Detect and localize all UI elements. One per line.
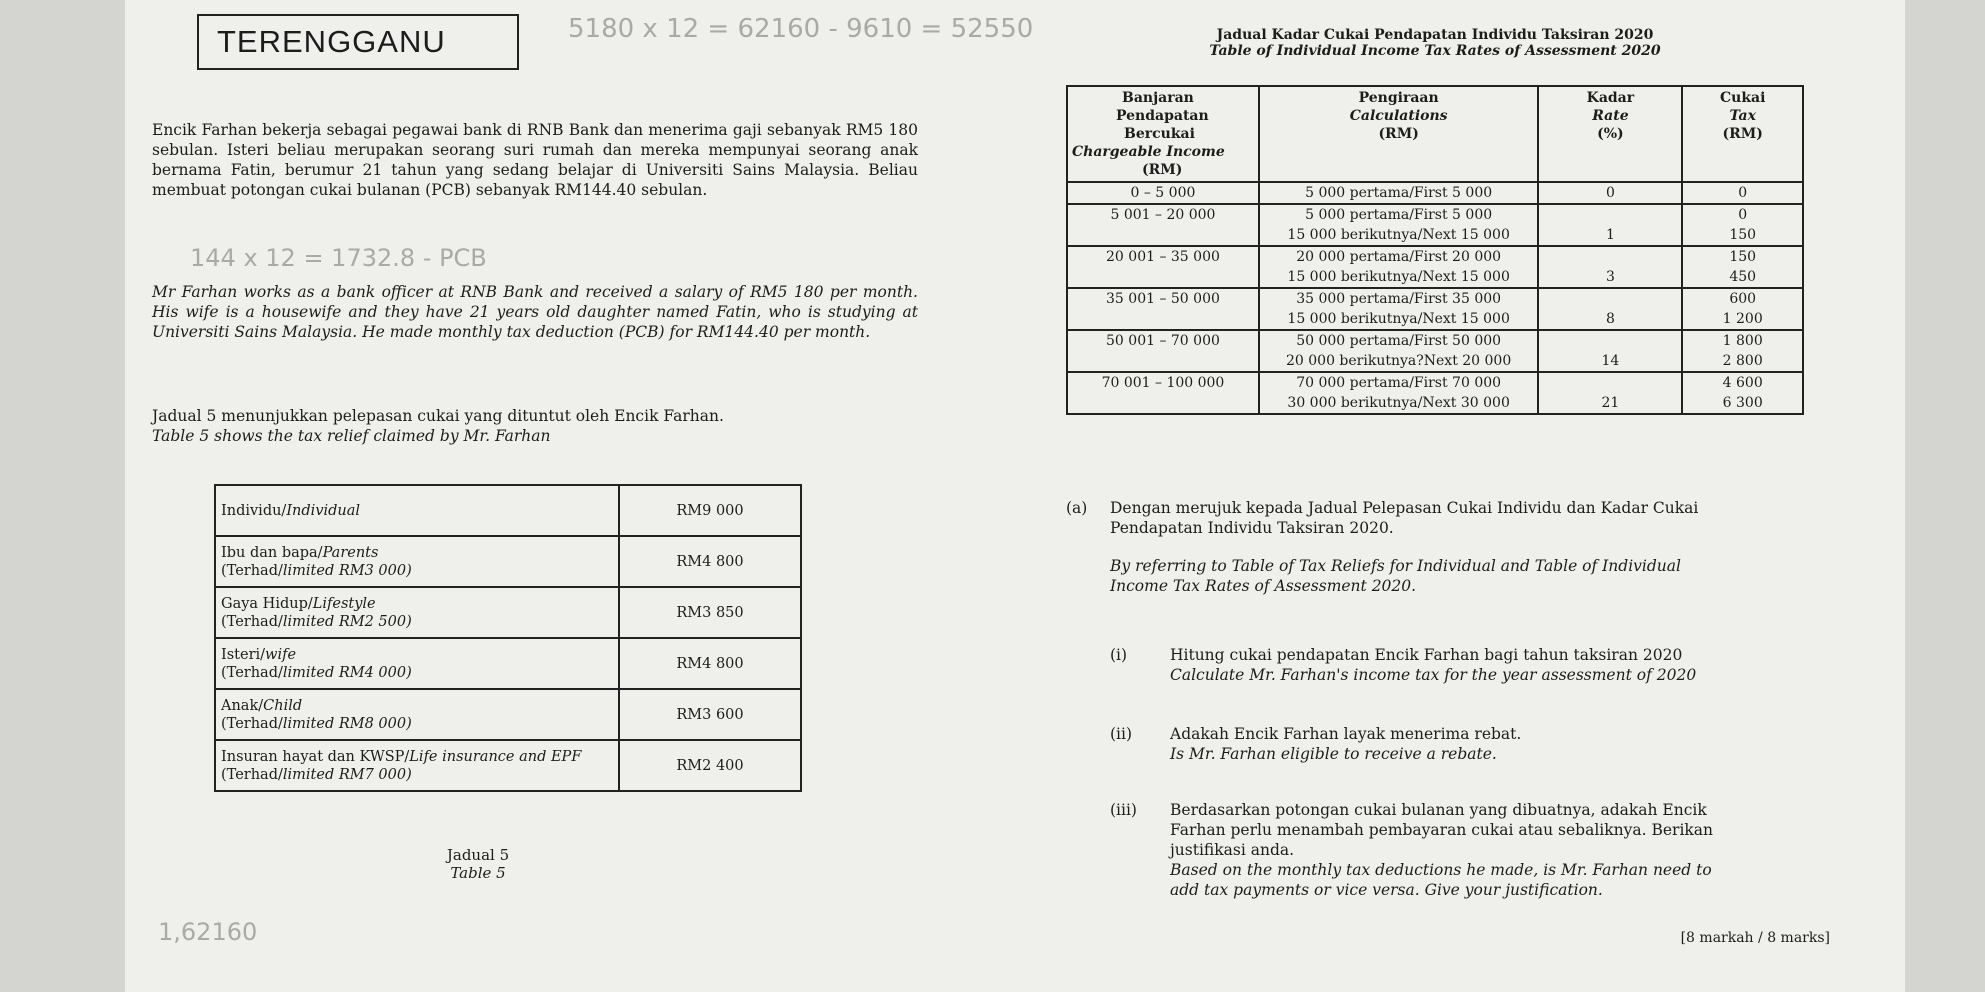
header-rate [1538, 86, 1682, 182]
header-tax-3: (RM) [1722, 126, 1763, 142]
question-i-label: (i) [1110, 646, 1128, 664]
relief-label-main: Individu/Individual [221, 502, 361, 519]
question-a-en-1: By referring to Table of Tax Reliefs for Individual and Table of Individual [1110, 557, 1681, 575]
tax-rate: 21 [1538, 372, 1682, 414]
relief-caption-en: Table 5 [450, 864, 506, 882]
question-iii-ms-1: Berdasarkan potongan cukai bulanan yang dibuatnya, adakah Encik [1170, 801, 1707, 819]
relief-value: RM4 800 [619, 638, 801, 689]
relief-value: RM3 600 [619, 689, 801, 740]
tax-row [1067, 288, 1803, 309]
relief-label-main: Isteri/wife [221, 646, 297, 663]
question-ii-label: (ii) [1110, 725, 1133, 743]
intro-malay: Encik Farhan bekerja sebagai pegawai bank di RNB Bank dan menerima gaji sebanyak RM5 180 sebulan. Isteri beliau merupakan seorang suri rumah dan mereka mempunyai seorang anak bernama Fatin, berumur 21 tahun yang sedang belajar di Universiti Sains Malaysia. Beliau membuat potongan cukai bulanan (PCB) sebanyak RM144.40 sebulan. [152, 121, 918, 199]
relief-row [215, 740, 801, 791]
tax-amount: 1 800 [1682, 330, 1803, 351]
header-calc-3: (RM) [1378, 126, 1419, 142]
header-rate-2: Rate [1592, 108, 1629, 124]
tax-calc: 70 000 pertama/First 70 000 [1259, 372, 1538, 393]
relief-label-limit: (Terhad/limited RM2 500) [221, 613, 412, 630]
pencil-mark-middle: 144 x 12 = 1732.8 - PCB [190, 244, 487, 272]
intro-english: Mr Farhan works as a bank officer at RNB Bank and received a salary of RM5 180 per month. His wife is a housewife and they have 21 years old daughter named Fatin, who is studying at Universiti Sains Malaysia. He made monthly tax deduction (PCB) for RM144.40 per month. [152, 283, 918, 341]
relief-row [215, 485, 801, 536]
question-iii-ms-3: justifikasi anda. [1170, 841, 1295, 859]
tax-range: 0 – 5 000 [1067, 182, 1259, 204]
tax-amount: 1 200 [1682, 309, 1803, 330]
tax-row [1067, 182, 1803, 204]
relief-value: RM9 000 [619, 485, 801, 536]
tax-calc: 50 000 pertama/First 50 000 [1259, 330, 1538, 351]
tax-calc: 15 000 berikutnya/Next 15 000 [1259, 309, 1538, 330]
intro-english-block [152, 282, 918, 342]
tax-range: 20 001 – 35 000 [1067, 246, 1259, 288]
header-calc-1: Pengiraan [1358, 90, 1439, 106]
relief-label-limit: (Terhad/limited RM3 000) [221, 562, 412, 579]
header-range-5: (RM) [1142, 162, 1183, 178]
header-rate-1: Kadar [1586, 90, 1635, 106]
table5-intro-en: Table 5 shows the tax relief claimed by Mr. Farhan [152, 427, 551, 445]
question-i-ms: Hitung cukai pendapatan Encik Farhan bagi tahun taksiran 2020 [1170, 646, 1683, 664]
relief-label-limit: (Terhad/limited RM8 000) [221, 715, 412, 732]
question-a [1110, 498, 1830, 596]
question-iii-label: (iii) [1110, 801, 1137, 819]
relief-label-main: Anak/Child [221, 697, 303, 714]
tax-amount: 0 [1682, 204, 1803, 225]
relief-table [214, 484, 802, 792]
relief-row [215, 638, 801, 689]
relief-label-limit: (Terhad/limited RM4 000) [221, 664, 412, 681]
intro-malay-block [152, 120, 918, 200]
header-calc-2: Calculations [1349, 108, 1448, 124]
table5-intro [152, 406, 918, 446]
tax-range: 70 001 – 100 000 [1067, 372, 1259, 414]
tax-row [1067, 246, 1803, 267]
header-range-4: Chargeable Income [1072, 144, 1225, 160]
tax-amount: 0 [1682, 182, 1803, 204]
tax-row [1067, 204, 1803, 225]
tax-calc: 15 000 berikutnya/Next 15 000 [1259, 267, 1538, 288]
header-range [1067, 86, 1259, 182]
tax-amount: 150 [1682, 246, 1803, 267]
question-iii [1170, 800, 1830, 900]
relief-label-main: Ibu dan bapa/Parents [221, 544, 379, 561]
relief-label-main: Insuran hayat dan KWSP/Life insurance and EPF [221, 748, 582, 765]
relief-row [215, 536, 801, 587]
question-a-label: (a) [1066, 499, 1088, 517]
relief-label [215, 485, 619, 536]
header-range-1: Banjaran [1122, 90, 1194, 106]
relief-row [215, 587, 801, 638]
header-tax [1682, 86, 1803, 182]
question-iii-en-1: Based on the monthly tax deductions he made, is Mr. Farhan need to [1170, 861, 1712, 879]
tax-rate: 3 [1538, 246, 1682, 288]
tax-amount: 600 [1682, 288, 1803, 309]
tax-rate: 8 [1538, 288, 1682, 330]
tax-amount: 6 300 [1682, 393, 1803, 414]
tax-calc: 20 000 pertama/First 20 000 [1259, 246, 1538, 267]
tax-calc: 30 000 berikutnya/Next 30 000 [1259, 393, 1538, 414]
tax-amount: 2 800 [1682, 351, 1803, 372]
tax-rate: 1 [1538, 204, 1682, 246]
relief-label-main: Gaya Hidup/Lifestyle [221, 595, 376, 612]
tax-table-title-ms: Jadual Kadar Cukai Pendapatan Individu Taksiran 2020 [1216, 27, 1654, 43]
tax-table-header-row [1067, 86, 1803, 182]
tax-calc: 5 000 pertama/First 5 000 [1259, 204, 1538, 225]
relief-value: RM3 850 [619, 587, 801, 638]
header-range-2: Pendapatan [1116, 108, 1209, 124]
marks-label: [8 markah / 8 marks] [1680, 930, 1830, 946]
relief-label [215, 638, 619, 689]
relief-label [215, 689, 619, 740]
question-iii-ms-2: Farhan perlu menambah pembayaran cukai atau sebaliknya. Berikan [1170, 821, 1714, 839]
header-range-3: Bercukai [1124, 126, 1195, 142]
question-ii [1170, 724, 1830, 764]
tax-amount: 450 [1682, 267, 1803, 288]
tax-amount: 150 [1682, 225, 1803, 246]
tax-calc: 35 000 pertama/First 35 000 [1259, 288, 1538, 309]
relief-label [215, 587, 619, 638]
relief-value: RM4 800 [619, 536, 801, 587]
question-ii-ms: Adakah Encik Farhan layak menerima rebat. [1170, 725, 1522, 743]
relief-row [215, 689, 801, 740]
tax-rate-table [1066, 85, 1804, 415]
relief-label [215, 536, 619, 587]
header-calc [1259, 86, 1538, 182]
header-rate-3: (%) [1597, 126, 1624, 142]
question-ii-en: Is Mr. Farhan eligible to receive a rebate. [1170, 745, 1497, 763]
relief-caption-ms: Jadual 5 [446, 846, 510, 864]
relief-table-caption [214, 846, 802, 882]
question-iii-en-2: add tax payments or vice versa. Give your justification. [1170, 881, 1603, 899]
header-tax-1: Cukai [1720, 90, 1766, 106]
relief-value: RM2 400 [619, 740, 801, 791]
tax-range: 5 001 – 20 000 [1067, 204, 1259, 246]
pencil-mark-top: 5180 x 12 = 62160 - 9610 = 52550 [568, 14, 1034, 44]
tax-rate: 0 [1538, 182, 1682, 204]
relief-label [215, 740, 619, 791]
tax-range: 35 001 – 50 000 [1067, 288, 1259, 330]
tax-range: 50 001 – 70 000 [1067, 330, 1259, 372]
tax-table-title [1066, 27, 1804, 59]
tax-calc: 20 000 berikutnya?Next 20 000 [1259, 351, 1538, 372]
question-i [1170, 645, 1830, 685]
question-a-ms-1: Dengan merujuk kepada Jadual Pelepasan Cukai Individu dan Kadar Cukai [1110, 499, 1699, 517]
tax-calc: 15 000 berikutnya/Next 15 000 [1259, 225, 1538, 246]
relief-label-limit: (Terhad/limited RM7 000) [221, 766, 412, 783]
question-i-en: Calculate Mr. Farhan's income tax for the year assessment of 2020 [1170, 666, 1697, 684]
tax-table-title-en: Table of Individual Income Tax Rates of Assessment 2020 [1209, 43, 1661, 59]
header-tax-2: Tax [1729, 108, 1756, 124]
pencil-mark-bottom: 1,62160 [158, 918, 258, 946]
question-a-en-2: Income Tax Rates of Assessment 2020. [1110, 577, 1417, 595]
table5-intro-ms: Jadual 5 menunjukkan pelepasan cukai yang dituntut oleh Encik Farhan. [152, 407, 724, 425]
tax-calc: 5 000 pertama/First 5 000 [1259, 182, 1538, 204]
tax-row [1067, 330, 1803, 351]
question-a-ms-2: Pendapatan Individu Taksiran 2020. [1110, 519, 1394, 537]
tax-amount: 4 600 [1682, 372, 1803, 393]
tax-row [1067, 372, 1803, 393]
state-title: TERENGGANU [197, 14, 519, 70]
tax-rate: 14 [1538, 330, 1682, 372]
